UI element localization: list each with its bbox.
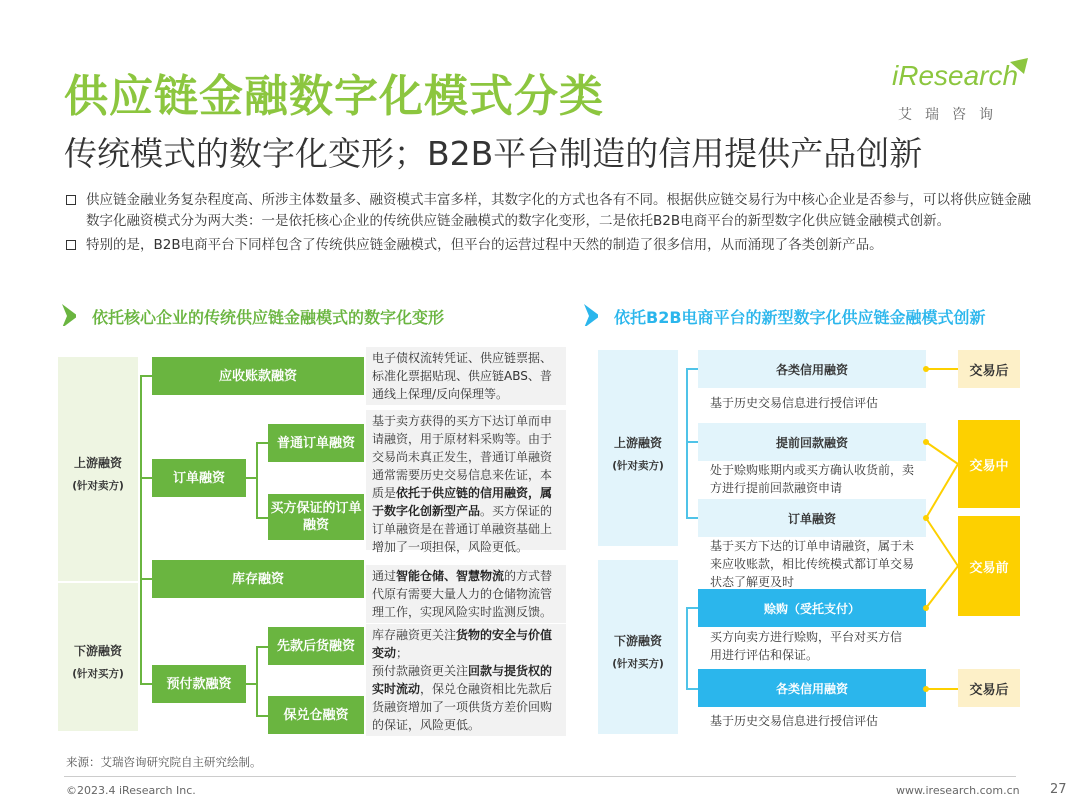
left-section-heading: 依托核心企业的传统供应链金融模式的数字化变形 [92,308,445,327]
credit-financing-desc-upper: 基于历史交易信息进行授信评估 [710,396,879,410]
upstream-label [58,452,138,497]
payment-before-goods-box: 先款后货融资 [268,627,364,665]
receivable-desc: 电子债权流转凭证、供应链票据、标准化票据贴现、供应链ABS、普通线上保理/反向保理等。 [366,347,566,405]
stage-after-box-lower: 交易后 [958,669,1020,707]
stage-dot [923,366,929,372]
order-desc [366,410,566,554]
order-financing-box: 订单融资 [698,499,926,537]
stage-during-box: 交易中 [958,420,1020,508]
stage-connector [926,368,958,370]
footer-divider [64,776,1016,777]
order-financing-box: 订单融资 [152,459,246,497]
credit-purchase-box: 赊购（受托支付） [698,589,926,627]
prepayment-financing-box: 预付款融资 [152,665,246,703]
buyer-guaranteed-order-box: 买方保证的订单融资 [268,494,364,540]
copyright: ©2023.4 iResearch Inc. [66,784,196,797]
downstream-label-sub: (针对买方) [612,658,664,670]
upstream-label-sub: (针对卖方) [72,480,124,492]
stage-connector [926,688,958,690]
connector-line [686,368,688,518]
order-financing-desc: 基于买方下达的订单申请融资，属于未来应收账款，相比传统模式都订单交易状态了解更及时 [710,539,915,589]
downstream-label [598,630,678,675]
connector-line [140,477,152,479]
chevron-right-icon [62,304,76,326]
prepay-desc [366,624,566,736]
page-title: 供应链金融数字化模式分类 [64,71,604,122]
credit-financing-box-upper: 各类信用融资 [698,350,926,388]
connector-line [140,683,152,685]
chevron-right-icon [584,304,598,326]
upstream-label-text: 上游融资 [613,436,662,450]
bullet-list [66,190,1032,259]
website-link[interactable]: www.iresearch.com.cn [896,784,1020,797]
connector-line [256,646,268,648]
connector-line [256,517,268,519]
connector-line [256,442,258,518]
credit-financing-desc-lower: 基于历史交易信息进行授信评估 [710,714,879,728]
bullet-box-icon [66,240,76,250]
early-payback-desc: 处于赊购账期内或买方确认收货前，卖方进行提前回款融资申请 [710,463,915,495]
bullet-text: 供应链金融业务复杂程度高、所涉主体数量多、融资模式丰富多样，其数字化的方式也各有不同。根据供应链交易行为中核心企业是否参与，可以将供应链金融数字化融资模式分为两大类：一是依托核心企业的传统供应链金融模式的数字化变形，二是依托B2B电商平台的新型数字化供应链金融模式创新。 [86,192,1031,229]
prepay-desc1-b: 货物的安全与价值变动 [372,628,553,660]
upstream-label-text: 上游融资 [73,456,122,470]
bullet-text: 特别的是，B2B电商平台下同样包含了传统供应链金融模式，但平台的运营过程中天然的制造了很多信用，从而涌现了各类创新产品。 [86,237,883,253]
prepay-desc1-a: 库存融资更关注 [372,628,457,642]
order-desc-c: 。买方保证的订单融资是在普通订单融资基础上增加了一项担保，风险更低。 [372,504,553,554]
connector-line [686,607,698,609]
order-desc-b: 依托于供应链的信用融资，属于数字化创新型产品 [372,486,553,518]
downstream-label-text: 下游融资 [613,634,662,648]
prepay-desc2-c: ，保兑仓融资相比先款后货融资增加了一项供货方差价回购的保证，风险更低。 [372,682,553,732]
connector-line [686,368,698,370]
inventory-desc-b: 智能仓储、智慧物流 [396,569,505,583]
downstream-label-text: 下游融资 [73,644,122,658]
connector-line [256,646,258,716]
connector-line [686,607,688,689]
logo-cn: 艾瑞咨询 [898,107,1006,123]
page-number: 27 [1050,782,1067,797]
early-payback-box: 提前回款融资 [698,423,926,461]
connector-line [246,683,258,685]
stage-dot [923,686,929,692]
ordinary-order-financing-box: 普通订单融资 [268,424,364,462]
upstream-label-sub: (针对卖方) [612,460,664,472]
prepay-desc2-b: 回款与提货权的实时流动 [372,664,553,696]
downstream-label-sub: (针对买方) [72,668,124,680]
inventory-financing-box: 库存融资 [152,560,364,598]
source-note: 来源：艾瑞咨询研究院自主研究绘制。 [66,755,262,769]
receivable-financing-box: 应收账款融资 [152,357,364,395]
right-section-heading: 依托B2B电商平台的新型数字化供应链金融模式创新 [614,308,986,327]
connector-line [686,688,698,690]
connector-line [140,578,152,580]
order-desc-a: 基于卖方获得的买方下达订单而申请融资，用于原材料采购等。由于交易尚未真正发生，普通订单融资通常需要历史交易信息来佐证，本质是 [372,414,553,500]
prepay-desc1-c: ； [396,646,409,660]
inventory-desc-a: 通过 [372,569,397,583]
bullet-item [66,235,1032,256]
downstream-label [58,640,138,685]
connector-line [140,375,152,377]
connector-line [686,517,698,519]
bullet-box-icon [66,195,76,205]
connector-line [140,375,142,685]
stage-after-box-upper: 交易后 [958,350,1020,388]
prepay-desc2-a: 预付款融资更关注 [372,664,469,678]
credit-purchase-desc: 买方向卖方进行赊购，平台对买方信用进行评估和保证。 [710,630,903,662]
bullet-item [66,190,1032,232]
connector-line [256,442,268,444]
page-subtitle: 传统模式的数字化变形；B2B平台制造的信用提供产品创新 [64,134,923,173]
inventory-desc [366,565,566,623]
credit-financing-box-lower: 各类信用融资 [698,669,926,707]
iresearch-logo [892,56,1032,126]
upstream-label [598,432,678,477]
logo-brand: iResearch [892,60,1019,91]
confirmed-warehouse-box: 保兑仓融资 [268,696,364,734]
stage-connector-lines [920,436,960,616]
inventory-desc-c: 的方式替代原有需要大量人力的仓储物流管理工作，实现风险实时监测反馈。 [372,569,553,619]
connector-line [256,715,268,717]
stage-before-box: 交易前 [958,516,1020,616]
connector-line [686,441,698,443]
connector-line [246,477,258,479]
